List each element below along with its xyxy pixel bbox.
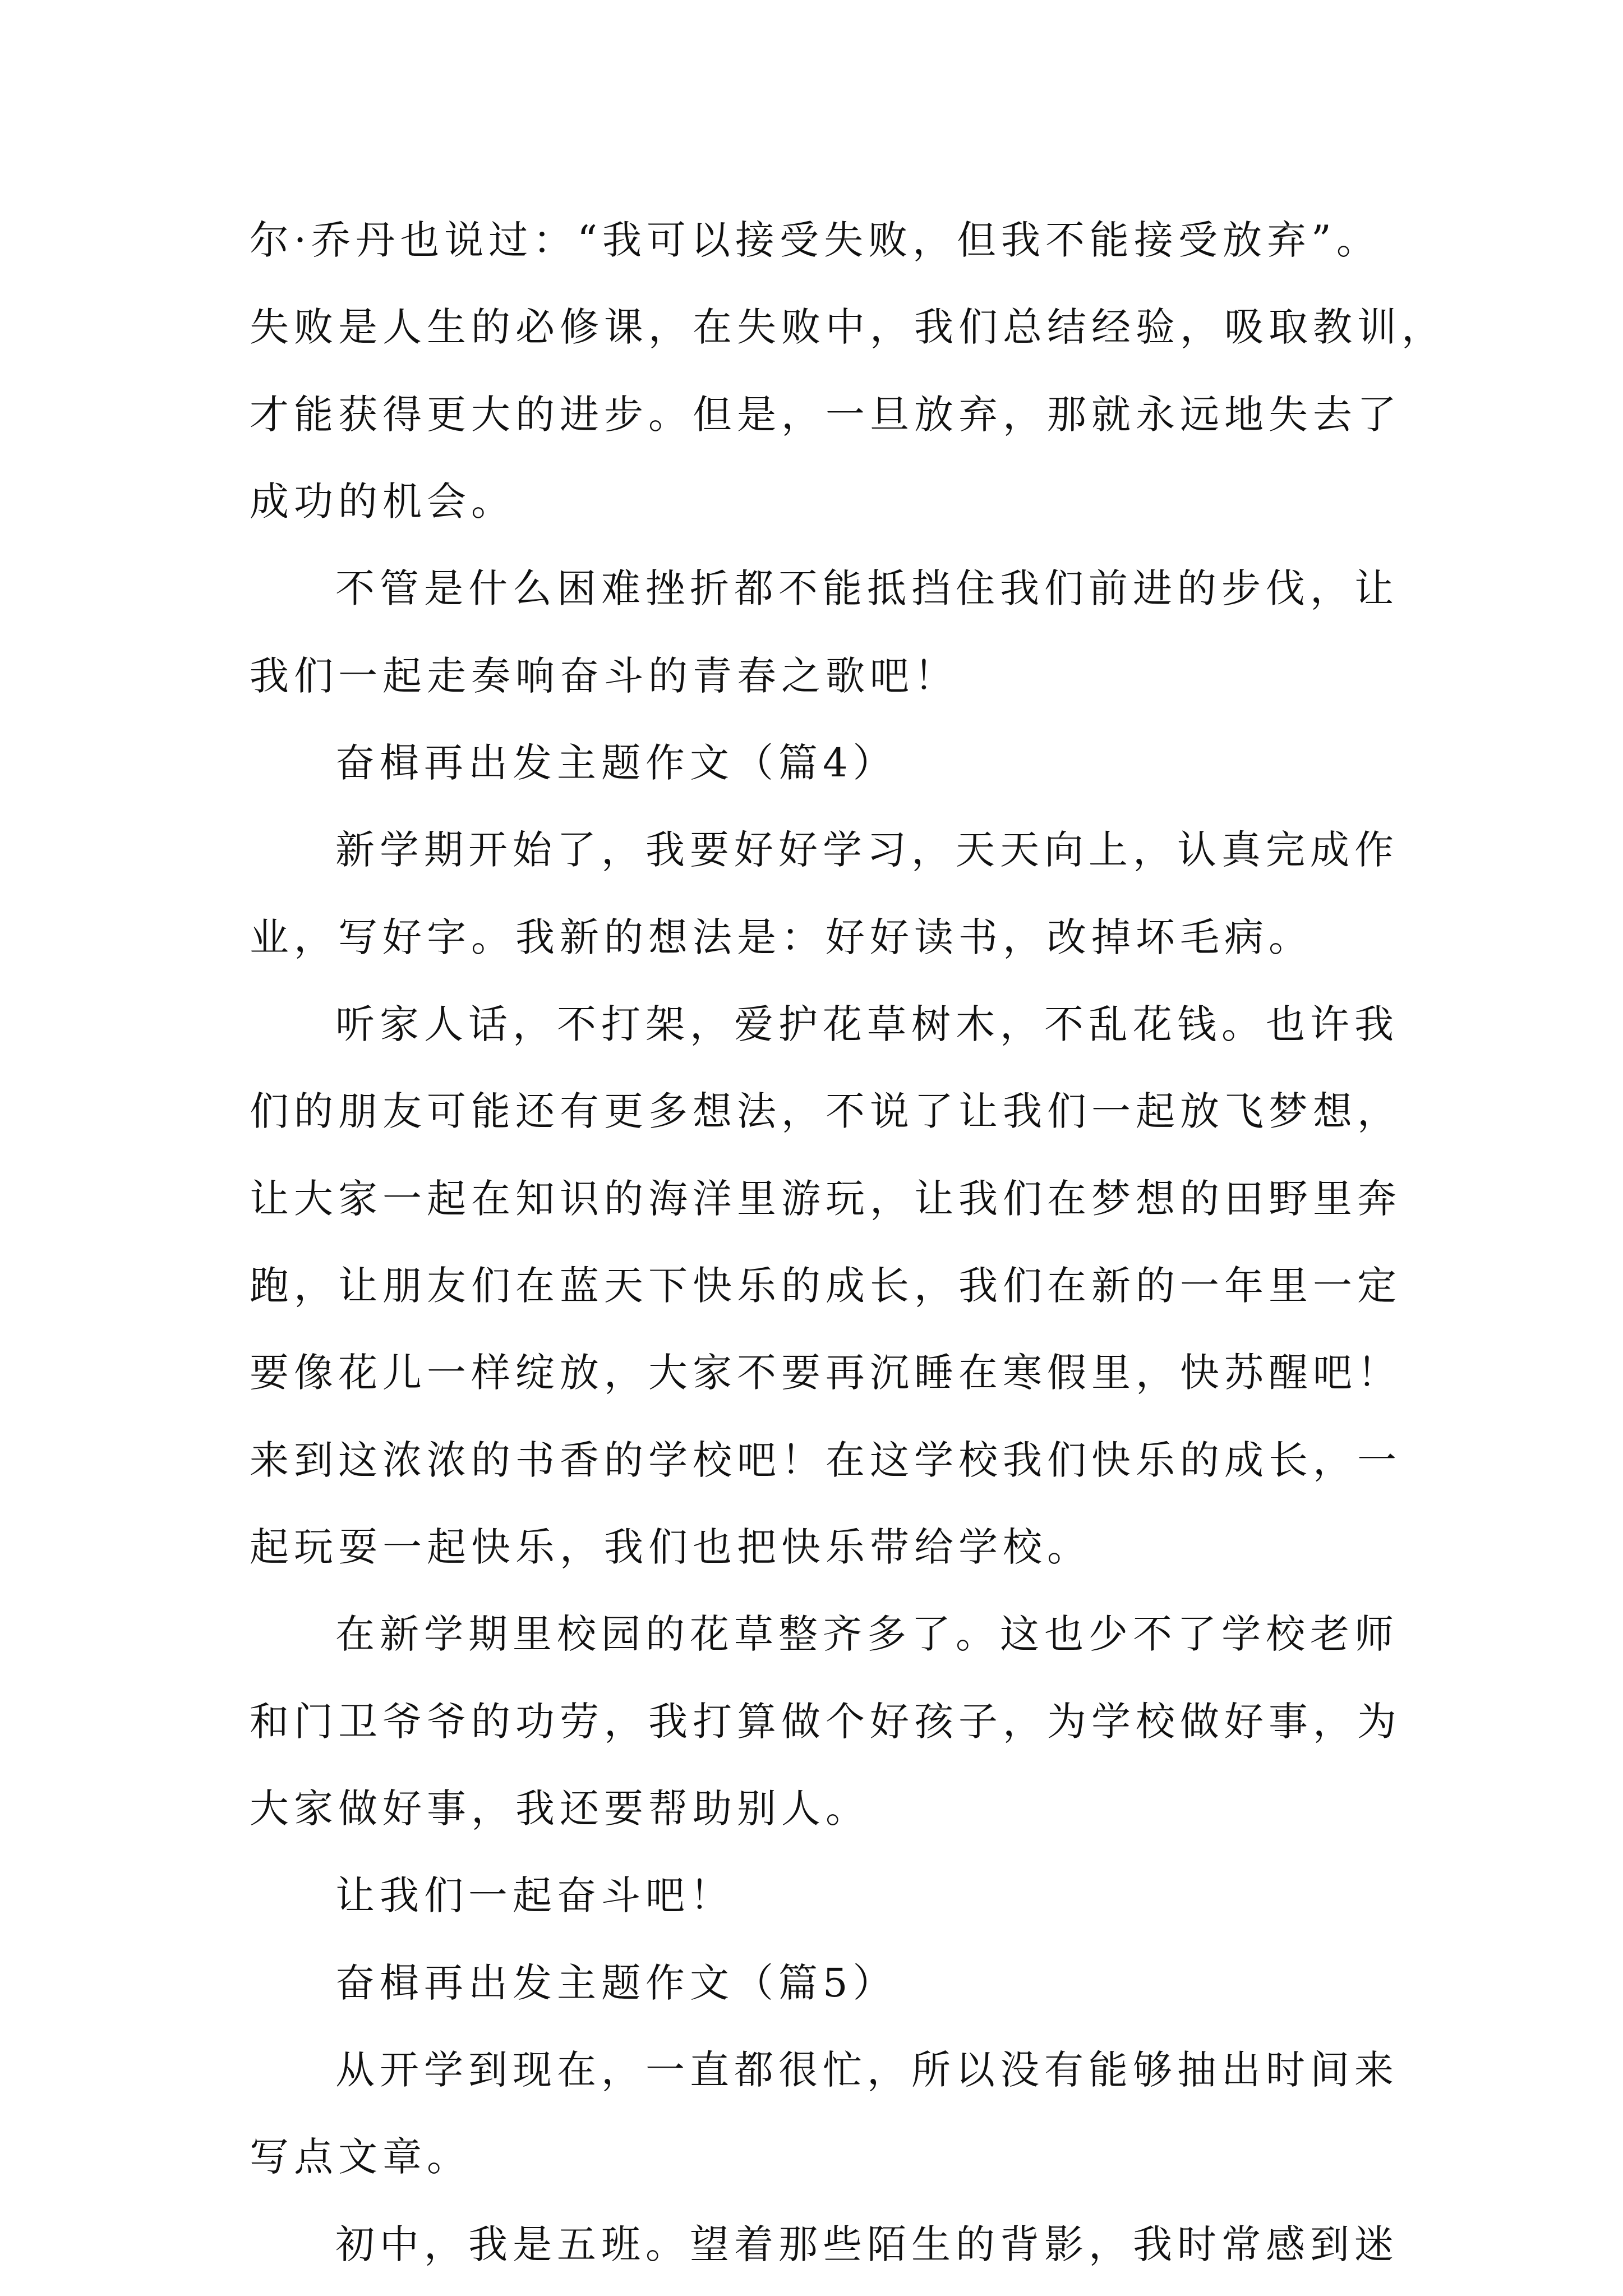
paragraph-start-line: 新学期开始了，我要好好学习，天天向上，认真完成作 <box>335 827 1399 873</box>
text-line: 大家做好事，我还要帮助别人。 <box>250 1786 870 1832</box>
text-line: 起玩耍一起快乐，我们也把快乐带给学校。 <box>250 1524 1091 1570</box>
section-heading: 奋楫再出发主题作文（篇4） <box>335 740 897 786</box>
paragraph-start-line: 从开学到现在，一直都很忙，所以没有能够抽出时间来 <box>335 2047 1399 2093</box>
text-line: 写点文章。 <box>250 2134 471 2180</box>
text-line: 们的朋友可能还有更多想法，不说了让我们一起放飞梦想， <box>250 1088 1401 1134</box>
paragraph-start-line: 初中，我是五班。望着那些陌生的背影，我时常感到迷 <box>335 2221 1399 2267</box>
paragraph-start-line: 听家人话，不打架，爱护花草树木，不乱花钱。也许我 <box>335 1001 1399 1047</box>
text-line: 成功的机会。 <box>250 478 515 524</box>
text-line: 尔·乔丹也说过：“我可以接受失败，但我不能接受放弃”。 <box>250 217 1381 263</box>
text-line: 要像花儿一样绽放，大家不要再沉睡在寒假里，快苏醒吧！ <box>250 1350 1401 1396</box>
text-line: 我们一起走奏响奋斗的青春之歌吧！ <box>250 653 958 699</box>
paragraph-start-line: 让我们一起奋斗吧！ <box>335 1872 734 1918</box>
paragraph-start-line: 不管是什么困难挫折都不能抵挡住我们前进的步伐，让 <box>335 565 1399 611</box>
text-line: 让大家一起在知识的海洋里游玩，让我们在梦想的田野里奔 <box>250 1176 1401 1222</box>
text-line: 才能获得更大的进步。但是，一旦放弃，那就永远地失去了 <box>250 392 1401 438</box>
text-line: 来到这浓浓的书香的学校吧！在这学校我们快乐的成长，一 <box>250 1437 1401 1483</box>
text-line: 和门卫爷爷的功劳，我打算做个好孩子，为学校做好事，为 <box>250 1699 1401 1745</box>
text-line: 跑，让朋友们在蓝天下快乐的成长，我们在新的一年里一定 <box>250 1263 1401 1309</box>
text-line: 业，写好字。我新的想法是：好好读书，改掉坏毛病。 <box>250 914 1313 960</box>
section-heading: 奋楫再出发主题作文（篇5） <box>335 1960 897 2006</box>
paragraph-start-line: 在新学期里校园的花草整齐多了。这也少不了学校老师 <box>335 1611 1399 1657</box>
text-line: 失败是人生的必修课，在失败中，我们总结经验，吸取教训， <box>250 304 1446 350</box>
